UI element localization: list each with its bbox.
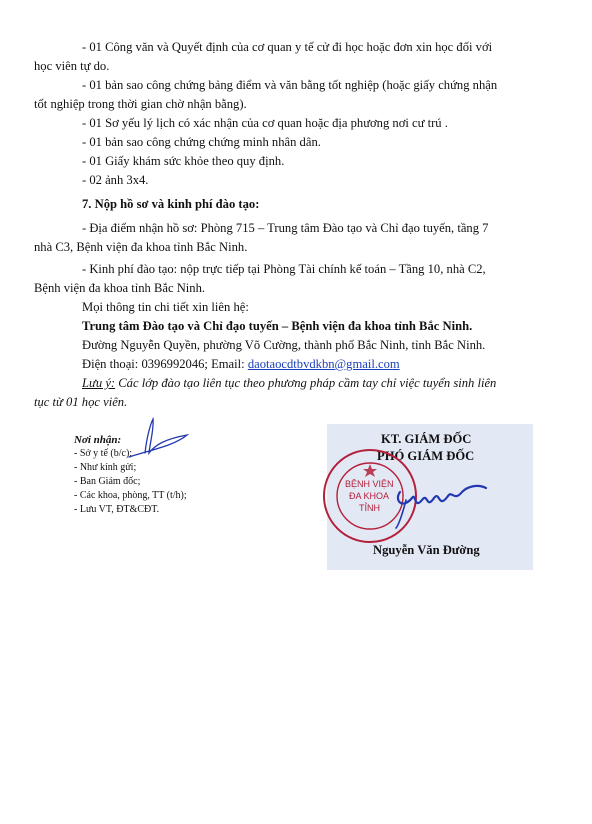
initials-scribble bbox=[125, 415, 195, 460]
stamp-line-3: TỈNH bbox=[359, 503, 380, 513]
signature-subtitle: PHÓ GIÁM ĐỐC bbox=[377, 449, 475, 463]
contact-intro: Mọi thông tin chi tiết xin liên hệ: bbox=[82, 300, 249, 314]
doc-item-2-line-2: tốt nghiệp trong thời gian chờ nhận bằng). bbox=[34, 97, 247, 111]
email-link[interactable]: daotaocdtbvdkbn@gmail.com bbox=[247, 357, 400, 371]
stamp-line-1: BỆNH VIỆN bbox=[345, 479, 394, 489]
place-line-2: nhà C3, Bệnh viện đa khoa tỉnh Bắc Ninh. bbox=[34, 240, 248, 254]
recipient-item: - Ban Giám đốc; bbox=[74, 476, 141, 487]
section-7-heading: 7. Nộp hồ sơ và kinh phí đào tạo: bbox=[82, 197, 260, 211]
doc-item-6: - 02 ảnh 3x4. bbox=[82, 173, 149, 187]
fee-line-1: - Kinh phí đào tạo: nộp trực tiếp tại Phòng Tài chính kế toán – Tầng 10, nhà C2, bbox=[82, 262, 486, 276]
doc-item-1-line-2: học viên tự do. bbox=[34, 59, 110, 73]
recipient-item: - Như kính gửi; bbox=[74, 462, 137, 473]
note bbox=[34, 374, 552, 412]
doc-item-5: - 01 Giấy khám sức khỏe theo quy định. bbox=[82, 154, 285, 168]
doc-item-1 bbox=[34, 38, 552, 76]
stamp-line-2: ĐA KHOA bbox=[349, 491, 390, 501]
section-7-place bbox=[34, 219, 552, 257]
contact-phone-email bbox=[82, 355, 400, 374]
contact-address: Đường Nguyễn Quyền, phường Võ Cường, thành phố Bắc Ninh, tỉnh Bắc Ninh. bbox=[82, 338, 486, 352]
place-line-1: - Địa điểm nhận hồ sơ: Phòng 715 – Trung tâm Đào tạo và Chỉ đạo tuyến, tầng 7 bbox=[82, 221, 489, 235]
doc-item-2 bbox=[34, 76, 552, 114]
doc-item-3: - 01 Sơ yếu lý lịch có xác nhận của cơ quan hoặc địa phương nơi cư trú . bbox=[82, 116, 448, 130]
fee-line-2: Bệnh viện đa khoa tỉnh Bắc Ninh. bbox=[34, 281, 206, 295]
doc-item-2-line-1: - 01 bản sao công chứng bảng điểm và văn bằng tốt nghiệp (hoặc giấy chứng nhận bbox=[82, 78, 498, 92]
signer-name: Nguyễn Văn Đường bbox=[373, 543, 480, 557]
recipient-item: - Sở y tế (b/c); bbox=[74, 448, 133, 459]
recipient-item: - Các khoa, phòng, TT (t/h); bbox=[74, 490, 187, 501]
handwritten-signature bbox=[392, 470, 492, 530]
contact-phone: Điện thoại: 0396992046; Email: bbox=[82, 357, 248, 371]
signature-title: KT. GIÁM ĐỐC bbox=[381, 432, 472, 446]
recipients-title: Nơi nhận: bbox=[74, 434, 122, 446]
contact-org: Trung tâm Đào tạo và Chỉ đạo tuyến – Bệnh viện đa khoa tỉnh Bắc Ninh. bbox=[82, 319, 473, 333]
note-line-2: tục từ 01 học viên. bbox=[34, 395, 128, 409]
doc-item-1-line-1: - 01 Công văn và Quyết định của cơ quan y tế cử đi học hoặc đơn xin học đối với bbox=[82, 40, 493, 54]
note-line-1: Các lớp đào tạo liên tục theo phương pháp cầm tay chỉ việc tuyển sinh liên bbox=[115, 376, 497, 390]
note-label: Lưu ý: bbox=[82, 376, 116, 390]
doc-item-4: - 01 bản sao công chứng chứng minh nhân dân. bbox=[82, 135, 321, 149]
section-7-fee bbox=[34, 260, 552, 298]
recipient-item: - Lưu VT, ĐT&CĐT. bbox=[74, 504, 160, 515]
